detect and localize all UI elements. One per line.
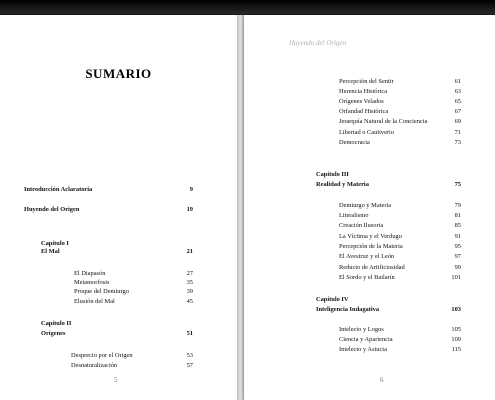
toc-entry[interactable] (41, 320, 193, 328)
toc-entry-title: Metamorfosis (74, 279, 110, 286)
toc-entry[interactable] (339, 108, 461, 116)
toc-entry-title: Herencia Histórica (339, 88, 388, 95)
toc-entry-title: Desprecio por el Origen (71, 352, 133, 359)
toc-entry-title: Introducción Aclaratoria (24, 186, 93, 193)
toc-entry-page-number: 51 (186, 330, 193, 337)
toc-entry[interactable] (339, 233, 461, 241)
toc-entry-page-number: 57 (186, 362, 193, 369)
toc-entry-title: Huyendo del Origen (24, 206, 80, 213)
toc-entry-title: Elusión del Mal (74, 298, 115, 305)
toc-entry-page-number: 53 (186, 352, 193, 359)
toc-entry-page-number: 95 (454, 243, 461, 250)
toc-entry-title: El Mal (41, 248, 60, 255)
toc-entry-title: El Sordo y el Bailarín (339, 274, 395, 281)
toc-entry[interactable] (71, 362, 193, 370)
toc-entry[interactable] (339, 264, 461, 272)
toc-entry-page-number: 75 (454, 181, 461, 188)
toc-entry[interactable] (339, 129, 461, 137)
toc-entry-page-number: 27 (186, 270, 193, 277)
toc-entry-page-number: 67 (454, 108, 461, 115)
toc-entry-title: Orígenes (41, 330, 66, 337)
toc-entry[interactable] (74, 270, 193, 278)
toc-entry[interactable] (74, 298, 193, 306)
toc-entry[interactable] (71, 352, 193, 360)
toc-entry-page-number: 61 (454, 78, 461, 85)
toc-entry-page-number: 85 (454, 222, 461, 229)
toc-entry[interactable] (339, 243, 461, 251)
toc-entry-page-number: 103 (451, 306, 461, 313)
toc-entry[interactable] (316, 296, 461, 304)
toc-entry-page-number: 101 (451, 274, 461, 281)
toc-entry-title: Ciencia y Apariencia (339, 336, 393, 343)
page-title: SUMARIO (85, 66, 152, 81)
toc-entry[interactable] (24, 186, 193, 194)
toc-entry-page-number: 39 (186, 288, 193, 295)
toc-entry-title: Orígenes Velados (339, 98, 384, 105)
toc-entry[interactable] (339, 139, 461, 147)
toc-entry[interactable] (339, 118, 461, 126)
toc-entry-title: Jerarquía Natural de la Conciencia (339, 118, 428, 125)
toc-entry-title: Creación Ilusoria (339, 222, 384, 229)
toc-entry-page-number: 73 (454, 139, 461, 146)
toc-entry[interactable] (339, 98, 461, 106)
toc-entry-page-number: 71 (454, 129, 461, 136)
toc-entry-title: La Víctima y el Verdugo (339, 233, 402, 240)
toc-entry[interactable] (339, 326, 461, 334)
toc-entry[interactable] (339, 222, 461, 230)
toc-entry-title: Reducto de Artificiosidad (339, 264, 405, 271)
toc-entry-title: Democracia (339, 139, 370, 146)
toc-entry-title: El Avestruz y el León (339, 253, 395, 260)
toc-entry-page-number: 81 (454, 212, 461, 219)
toc-entry-page-number: 21 (186, 248, 193, 255)
toc-entry[interactable] (74, 279, 193, 287)
toc-entry[interactable] (339, 253, 461, 261)
toc-entry-title: Percepción de la Materia (339, 243, 403, 250)
toc-entry[interactable] (339, 202, 461, 210)
toc-entry-title: Libertad o Cautiverio (339, 129, 395, 136)
toc-entry-title: Capítulo I (41, 240, 69, 247)
toc-entry-page-number: 91 (454, 233, 461, 240)
toc-entry-page-number: 99 (454, 264, 461, 271)
toc-entry-page-number: 109 (451, 336, 461, 343)
left-page (0, 15, 237, 400)
toc-entry[interactable] (41, 248, 193, 256)
toc-entry-title: El Diapasón (74, 270, 106, 277)
toc-entry-title: Intelecto y Logos (339, 326, 384, 333)
toc-entry-title: Capítulo II (41, 320, 72, 327)
toc-entry[interactable] (316, 171, 461, 179)
toc-entry[interactable] (41, 330, 193, 338)
toc-entry-page-number: 69 (454, 118, 461, 125)
toc-entry-title: Capítulo IV (316, 296, 349, 303)
book-gutter (237, 15, 244, 400)
toc-entry[interactable] (339, 88, 461, 96)
toc-entry-title: Orfandad Histórica (339, 108, 389, 115)
toc-entry[interactable] (339, 336, 461, 344)
toc-entry[interactable] (339, 346, 461, 354)
toc-entry-page-number: 115 (451, 346, 461, 353)
page-number: 5 (114, 376, 118, 384)
toc-entry-page-number: 105 (451, 326, 461, 333)
toc-entry-title: Desnaturalización (71, 362, 118, 369)
toc-entry-page-number: 45 (186, 298, 193, 305)
viewer-top-bar (0, 0, 495, 14)
toc-entry-page-number: 79 (454, 202, 461, 209)
toc-entry-page-number: 65 (454, 98, 461, 105)
toc-entry[interactable] (316, 306, 461, 314)
toc-entry-title: Inteligencia Indagativa (316, 306, 380, 313)
toc-entry[interactable] (339, 274, 461, 282)
toc-entry-page-number: 35 (186, 279, 193, 286)
toc-entry-title: Realidad y Materia (316, 181, 369, 188)
toc-entry-title: Capítulo III (316, 171, 349, 178)
toc-entry[interactable] (339, 78, 461, 86)
right-page (244, 15, 495, 400)
running-header: Huyendo del Origen (289, 39, 347, 47)
toc-entry-page-number: 9 (189, 186, 193, 193)
toc-entry-title: Demiurgo y Materia (339, 202, 392, 209)
toc-entry[interactable] (24, 206, 193, 214)
toc-entry-page-number: 97 (454, 253, 461, 260)
toc-entry-title: Percepción del Sentir (339, 78, 394, 85)
toc-entry[interactable] (339, 212, 461, 220)
toc-entry[interactable] (316, 181, 461, 189)
toc-entry-title: Literalismo (339, 212, 369, 219)
toc-entry[interactable] (74, 288, 193, 296)
toc-entry-title: Proque del Demiurgo (74, 288, 129, 295)
toc-entry-page-number: 19 (186, 206, 193, 213)
toc-entry[interactable] (41, 240, 193, 248)
toc-entry-page-number: 63 (454, 88, 461, 95)
toc-entry-title: Intelecto y Astucia (339, 346, 387, 353)
page-number: 6 (380, 376, 384, 384)
